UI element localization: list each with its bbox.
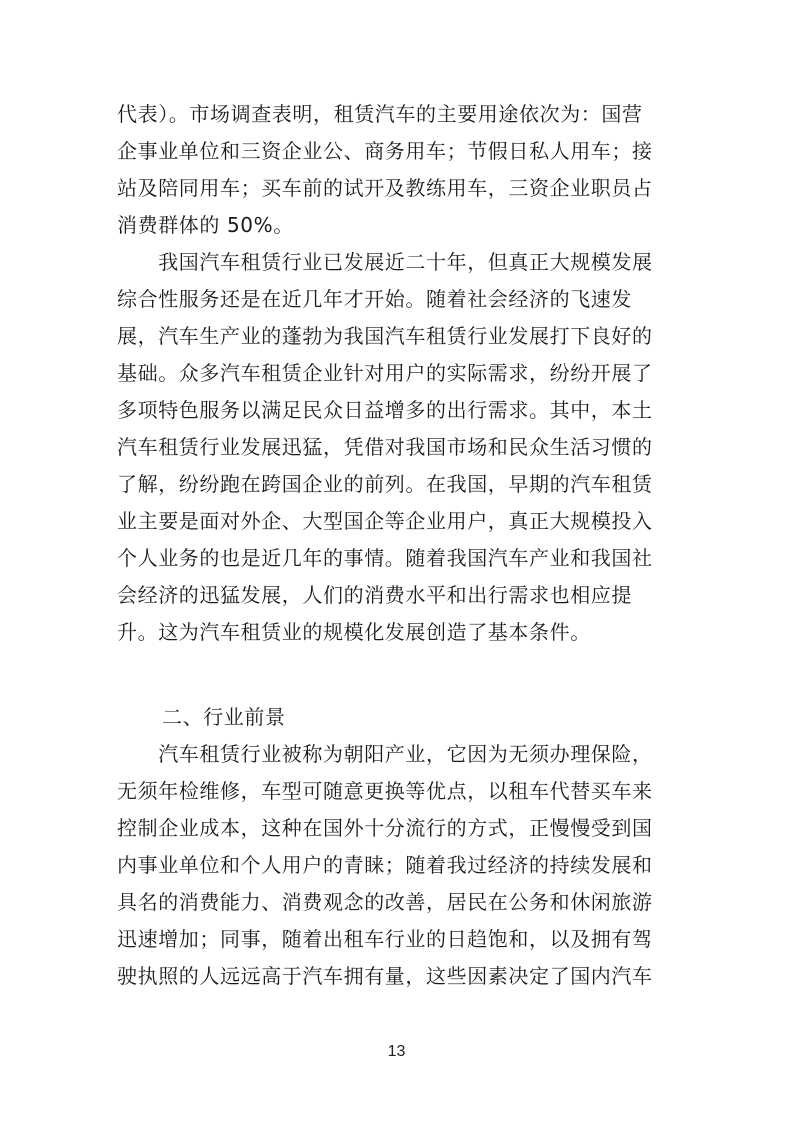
paragraph-line: 综合性服务还是在近几年才开始。随着社会经济的飞速发: [117, 287, 632, 311]
paragraph-line: 升。这为汽车租赁业的规模化发展创造了基本条件。: [117, 620, 591, 644]
paragraph-line: 代表）。市场调查表明，租赁汽车的主要用途依次为：国营: [117, 102, 643, 126]
paragraph-line: 企事业单位和三资企业公、商务用车；节假日私人用车；接: [117, 139, 653, 163]
paragraph-line: 展，汽车生产业的蓬勃为我国汽车租赁行业发展打下良好的: [117, 324, 653, 348]
paragraph-line: 业主要是面对外企、大型国企等企业用户，真正大规模投入: [117, 509, 653, 533]
paragraph-line: 迅速增加；同事，随着出租车行业的日趋饱和，以及拥有驾: [117, 927, 653, 951]
paragraph-line: 会经济的迅猛发展，人们的消费水平和出行需求也相应提: [117, 583, 632, 607]
section-heading: 二、行业前景: [162, 705, 286, 729]
paragraph-line: 无须年检维修，车型可随意更换等优点，以租车代替买车来: [117, 779, 653, 803]
paragraph-line: 具名的消费能力、消费观念的改善，居民在公务和休闲旅游: [117, 890, 653, 914]
paragraph-line: 汽车租赁行业发展迅猛，凭借对我国市场和民众生活习惯的: [117, 435, 653, 459]
paragraph-line: 内事业单位和个人用户的青睐；随着我过经济的持续发展和: [117, 853, 653, 877]
paragraph-line: 基础。众多汽车租赁企业针对用户的实际需求，纷纷开展了: [117, 361, 653, 385]
paragraph-line: 站及陪同用车；买车前的试开及教练用车，三资企业职员占: [117, 176, 653, 200]
paragraph-line: 多项特色服务以满足民众日益增多的出行需求。其中，本土: [117, 398, 653, 422]
paragraph-line: 控制企业成本，这种在国外十分流行的方式，正慢慢受到国: [117, 816, 653, 840]
paragraph-industry-outlook: [117, 736, 677, 995]
paragraph-line: 个人业务的也是近几年的事情。随着我国汽车产业和我国社: [117, 546, 653, 570]
paragraph-line: 消费群体的 50%。: [117, 213, 294, 237]
page-number: 13: [387, 1043, 406, 1060]
paragraph-line: 驶执照的人远远高于汽车拥有量，这些因素决定了国内汽车: [117, 964, 653, 988]
paragraph-line: 汽车租赁行业被称为朝阳产业，它因为无须办理保险，: [117, 742, 653, 766]
paragraph-industry-development: [117, 244, 677, 651]
paragraph-line: 我国汽车租赁行业已发展近二十年，但真正大规模发展: [117, 250, 653, 274]
paragraph-line: 了解，纷纷跑在跨国企业的前列。在我国，早期的汽车租赁: [117, 472, 653, 496]
paragraph-usage-summary: [117, 96, 677, 244]
